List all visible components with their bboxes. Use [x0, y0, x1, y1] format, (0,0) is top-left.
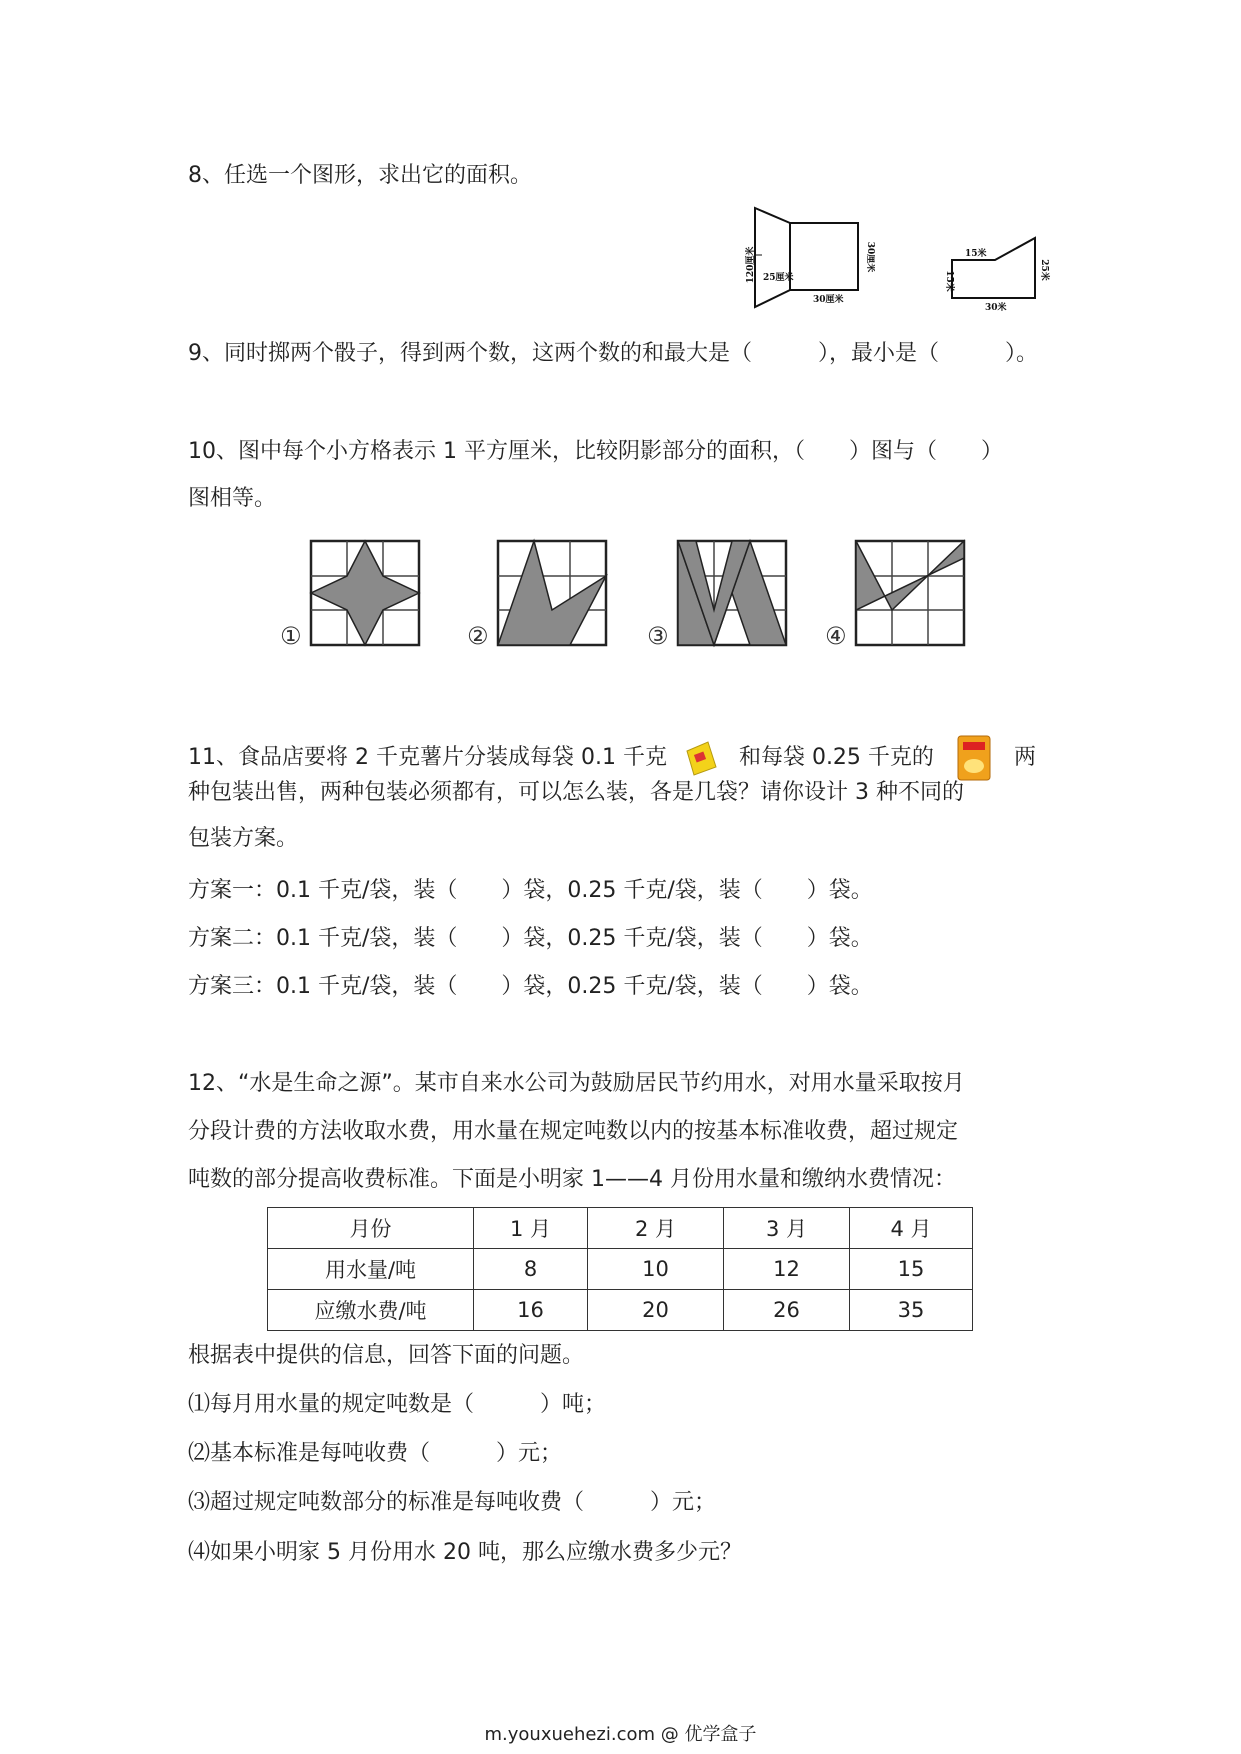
table-cell: 15	[850, 1249, 973, 1290]
footer-source: m.youxuehezi.com @ 优学盒子	[484, 1724, 757, 1745]
sub-question-4: ⑷如果小明家 5 月份用水 20 吨，那么应缴水费多少元？	[188, 1540, 742, 1565]
plan-2: 方案二：0.1 千克/袋，装（ ）袋，0.25 千克/袋，装（ ）袋。	[188, 926, 873, 951]
label-30cm-bottom: 30厘米	[813, 295, 844, 305]
question-11-line3: 包装方案。	[188, 826, 299, 851]
chips-bag-large-icon	[955, 734, 993, 782]
question-11-text-b: 和每袋 0.25 千克的	[738, 745, 934, 770]
table-cell: 应缴水费/吨	[268, 1290, 474, 1331]
table-header-cell: 3 月	[724, 1208, 850, 1249]
plan-1: 方案一：0.1 千克/袋，装（ ）袋，0.25 千克/袋，装（ ）袋。	[188, 878, 873, 903]
table-cell: 8	[474, 1249, 588, 1290]
question-12-line3: 吨数的部分提高收费标准。下面是小明家 1——4 月份用水量和缴纳水费情况：	[188, 1167, 956, 1192]
table-cell: 35	[850, 1290, 973, 1331]
table-row	[268, 1290, 973, 1331]
grid-label-3: ③	[647, 622, 669, 648]
label-25cm: 25厘米	[763, 273, 794, 283]
question-8: 8、任选一个图形，求出它的面积。	[188, 163, 532, 188]
sub-question-3: ⑶超过规定吨数部分的标准是每吨收费（ ）元；	[188, 1490, 717, 1515]
question-11-text-a: 11、食品店要将 2 千克薯片分装成每袋 0.1 千克	[188, 745, 667, 770]
table-header-cell: 2 月	[588, 1208, 724, 1249]
table-row	[268, 1208, 973, 1249]
question-11-line1	[188, 734, 1036, 782]
figure-trapezoid-rect	[935, 228, 1060, 313]
sub-question-2: ⑵基本标准是每吨收费（ ）元；	[188, 1441, 563, 1466]
label-15m-left: 15米	[944, 270, 954, 292]
question-12-line1: 12、“水是生命之源”。某市自来水公司为鼓励居民节约用水，对用水量采取按月	[188, 1071, 965, 1096]
table-cell: 用水量/吨	[268, 1249, 474, 1290]
grid-figure-2	[463, 538, 613, 652]
label-30cm-right: 30厘米	[865, 241, 875, 273]
question-11-line2: 种包装出售，两种包装必须都有，可以怎么装，各是几袋？请你设计 3 种不同的	[188, 780, 964, 805]
sub-question-1: ⑴每月用水量的规定吨数是（ ）吨；	[188, 1392, 607, 1417]
grid-figure-1	[276, 538, 426, 652]
water-usage-table	[267, 1207, 973, 1331]
label-15m-top: 15米	[965, 249, 987, 259]
question-10-line2: 图相等。	[188, 486, 277, 511]
table-cell: 26	[724, 1290, 850, 1331]
table-cell: 20	[588, 1290, 724, 1331]
table-cell: 10	[588, 1249, 724, 1290]
question-11-text-c: 两	[1013, 745, 1036, 770]
table-header-cell: 月份	[268, 1208, 474, 1249]
table-cell: 16	[474, 1290, 588, 1331]
table-cell: 12	[724, 1249, 850, 1290]
grid-label-1: ①	[280, 622, 302, 648]
grid-label-4: ④	[825, 622, 847, 648]
table-header-cell: 1 月	[474, 1208, 588, 1249]
question-12-line2: 分段计费的方法收取水费，用水量在规定吨数以内的按基本标准收费，超过规定	[188, 1119, 959, 1144]
label-120cm: 120厘米	[746, 246, 756, 284]
grid-figure-3	[643, 538, 793, 652]
grid-figure-4	[821, 538, 971, 652]
label-25m: 25米	[1039, 259, 1049, 281]
question-10-line1: 10、图中每个小方格表示 1 平方厘米，比较阴影部分的面积，（ ）图与（ ）	[188, 439, 1003, 464]
label-30m: 30米	[985, 303, 1007, 313]
question-12-prompt: 根据表中提供的信息，回答下面的问题。	[188, 1343, 585, 1368]
figure-trapezoid-square	[745, 205, 875, 310]
table-header-cell: 4 月	[850, 1208, 973, 1249]
plan-3: 方案三：0.1 千克/袋，装（ ）袋，0.25 千克/袋，装（ ）袋。	[188, 974, 873, 999]
chips-bag-small-icon	[682, 739, 720, 777]
grid-label-2: ②	[467, 622, 489, 648]
question-9: 9、同时掷两个骰子，得到两个数，这两个数的和最大是（ ），最小是（ ）。	[188, 341, 1039, 366]
table-row	[268, 1249, 973, 1290]
